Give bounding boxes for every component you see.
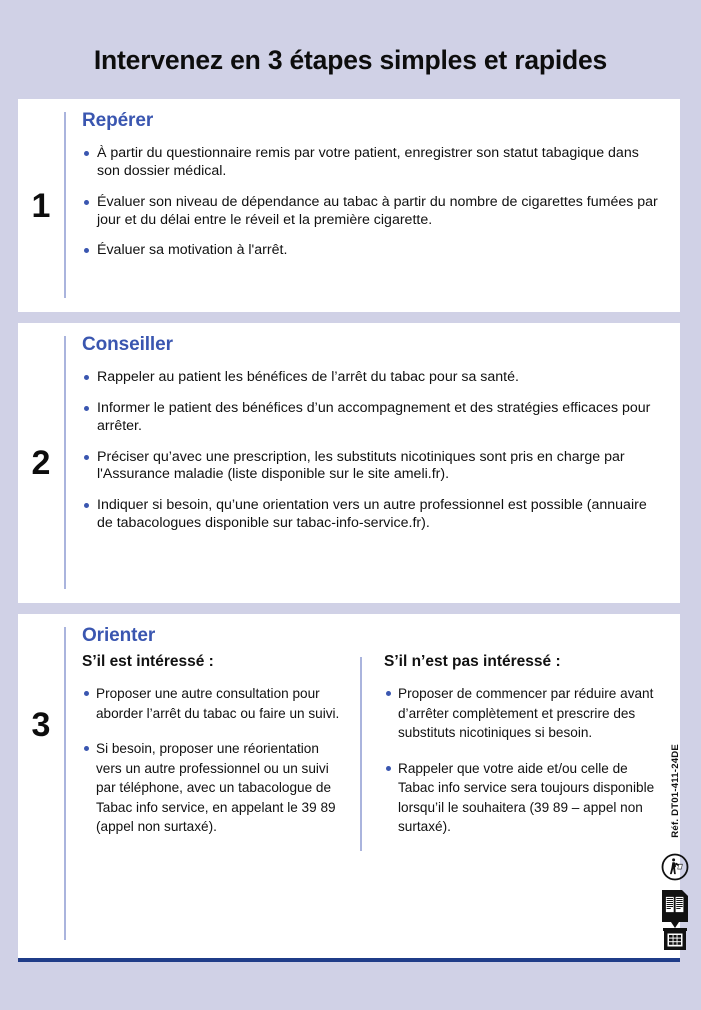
step-number-3: 3 xyxy=(31,706,51,744)
list-item: Évaluer sa motivation à l'arrêt. xyxy=(82,242,664,260)
column-bullet-list-not-interested xyxy=(384,684,664,837)
list-item: Rappeler que votre aide et/ou celle de Tabac info service sera toujours disponible lorsqu’il le souhaitera (39 89 – appel non surtaxé). xyxy=(384,759,664,837)
step-body-3 xyxy=(66,614,680,958)
step-number-container-3 xyxy=(18,614,64,958)
list-item: Évaluer son niveau de dépendance au tabac à partir du nombre de cigarettes fumées par jour et du délai entre le réveil et la première cigarette. xyxy=(82,194,664,230)
list-item: Indiquer si besoin, qu’une orientation vers un autre professionnel est possible (annuaire de tabacologues disponible sur tabac-info-service.fr). xyxy=(82,497,664,533)
list-item: Proposer de commencer par réduire avant d’arrêter complètement et prescrire des substituts nicotiniques si besoin. xyxy=(384,684,664,743)
step-card-1 xyxy=(18,99,680,312)
column-interested xyxy=(82,653,360,853)
paper-recycling-bin-icon xyxy=(660,889,690,956)
side-marks xyxy=(655,744,695,956)
column-bullet-list-interested xyxy=(82,684,346,837)
step-heading-orienter: Orienter xyxy=(82,625,156,646)
step-number-container-1 xyxy=(18,99,64,312)
step-card-3 xyxy=(18,614,680,962)
list-item: À partir du questionnaire remis par votre patient, enregistrer son statut tabagique dans son dossier médical. xyxy=(82,145,664,181)
column-heading-interested: S’il est intéressé : xyxy=(82,652,214,670)
step-heading-conseiller: Conseiller xyxy=(82,334,173,355)
step-number-1: 1 xyxy=(31,186,51,225)
column-not-interested xyxy=(362,653,664,853)
step-heading-reperer: Repérer xyxy=(82,110,154,131)
tidyman-disposal-icon xyxy=(661,853,689,886)
step-card-2 xyxy=(18,323,680,603)
page-title: Intervenez en 3 étapes simples et rapides xyxy=(93,45,608,75)
list-item: Proposer une autre consultation pour aborder l’arrêt du tabac ou faire un suivi. xyxy=(82,684,346,723)
step-body-1 xyxy=(66,99,680,312)
steps-container xyxy=(18,99,680,1010)
step-body-2 xyxy=(66,323,680,603)
step-bullet-list-1 xyxy=(82,145,664,260)
list-item: Préciser qu’avec une prescription, les substituts nicotiniques sont pris en charge par l'Assurance maladie (liste disponible sur le site ameli.fr). xyxy=(82,449,664,485)
step-number-2: 2 xyxy=(31,444,51,482)
step-bullet-list-2 xyxy=(82,369,664,533)
list-item: Si besoin, proposer une réorientation vers un autre professionnel ou un suivi par téléphone, avec un tabacologue de Tabac info service, en appelant le 39 89 (appel non surtaxé). xyxy=(82,739,346,837)
step-number-container-2 xyxy=(18,323,64,603)
list-item: Informer le patient des bénéfices d’un accompagnement et des stratégies efficaces pour arrêter. xyxy=(82,400,664,436)
reference-code: Réf. DT01-411-24DE xyxy=(669,744,681,838)
column-heading-not-interested: S’il n’est pas intéressé : xyxy=(384,652,561,670)
orienter-columns xyxy=(82,653,664,853)
list-item: Rappeler au patient les bénéfices de l’arrêt du tabac pour sa santé. xyxy=(82,369,664,387)
